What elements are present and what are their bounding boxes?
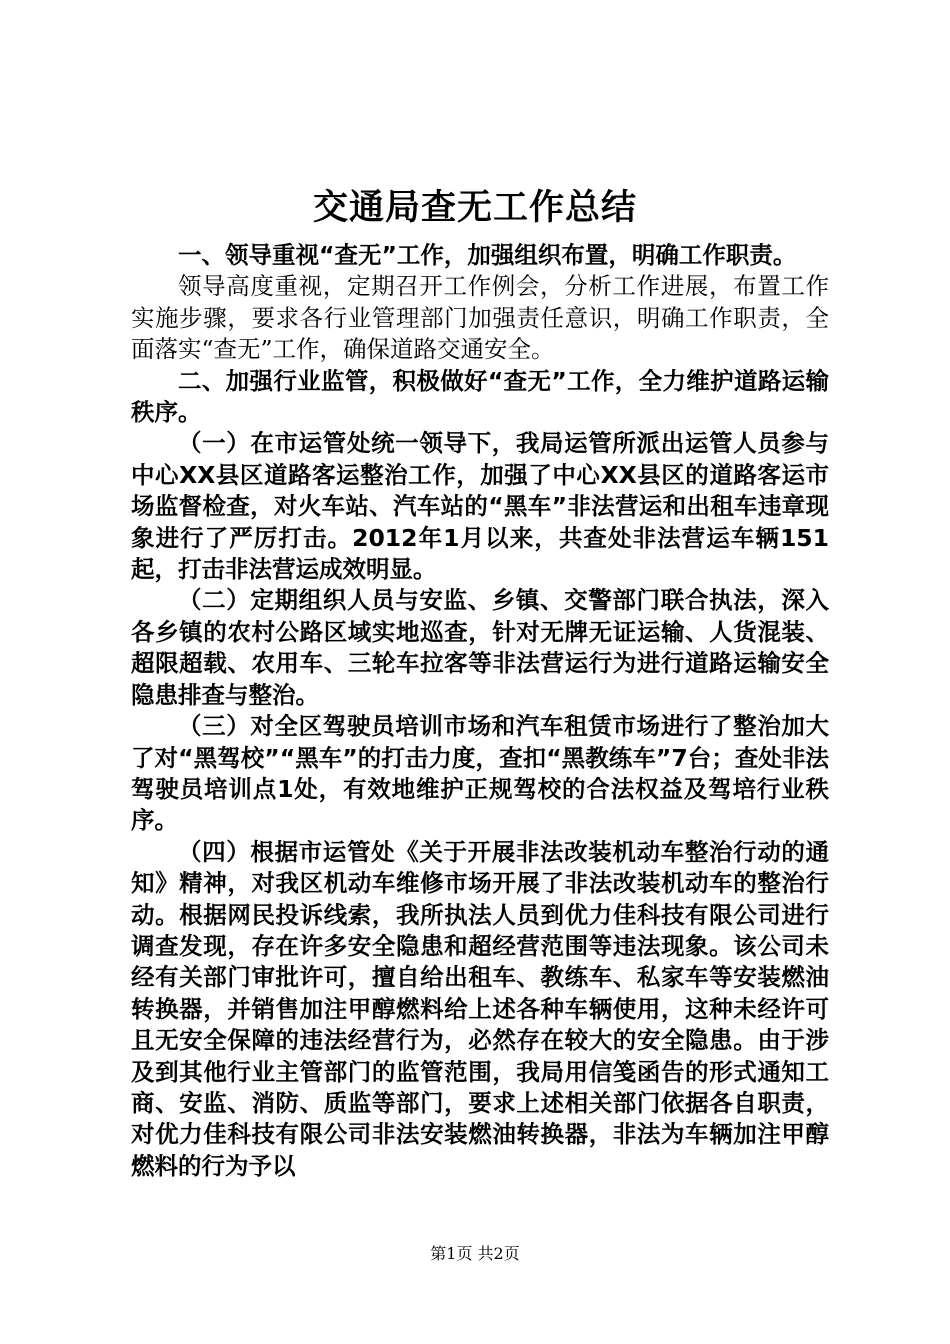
paragraph-item-2: （二）定期组织人员与安监、乡镇、交警部门联合执法，深入各乡镇的农村公路区域实地巡查，针对无牌无证运输、人货混装、超限超载、农用车、三轮车拉客等非法营运行为进行道路运输安全隐患排查与整治。 [131,586,829,709]
paragraph-item-3: （三）对全区驾驶员培训市场和汽车租赁市场进行了整治加大了对“黑驾校”“黑车”的打击力度，查扣“黑教练车”7台；查处非法驾驶员培训点1处，有效地维护正规驾校的合法权益及驾培行业秩序。 [131,712,829,835]
paragraph-1: 领导高度重视，定期召开工作例会，分析工作进展，布置工作实施步骤，要求各行业管理部门加强责任意识，明确工作职责，全面落实“查无”工作，确保道路交通安全。 [131,272,829,364]
document-title: 交通局查无工作总结 [312,187,637,228]
section-heading-1: 一、领导重视“查无”工作，加强组织布置，明确工作职责。 [178,241,797,269]
paragraph-item-4: （四）根据市运管处《关于开展非法改装机动车整治行动的通知》精神，对我区机动车维修市场开展了非法改装机动车的整治行动。根据网民投诉线索，我所执法人员到优力佳科技有限公司进行调查发现，存在许多安全隐患和超经营范围等违法现象。该公司未经有关部门审批许可，擅自给出租车、教练车、私家车等安装燃油转换器，并销售加注甲醇燃料给上述各种车辆使用，这种未经许可且无安全保障的违法经营行为，必然存在较大的安全隐患。由于涉及到其他行业主管部门的监管范围，我局用信笺函告的形式通知工商、安监、消防、质监等部门，要求上述相关部门依据各自职责，对优力佳科技有限公司非法安装燃油转换器，非法为车辆加注甲醇燃料的行为予以 [131,837,829,1180]
document-body [131,240,829,1182]
paragraph-item-1: （一）在市运管处统一领导下，我局运管所派出运管人员参与中心XX县区道路客运整治工作，加强了中心XX县区的道路客运市场监督检查，对火车站、汽车站的“黑车”非法营运和出租车违章现象进行了严厉打击。2012年1月以来，共查处非法营运车辆151起，打击非法营运成效明显。 [131,429,829,584]
page-number-footer: 第1页 共2页 [430,1244,520,1263]
section-heading-2: 二、加强行业监管，积极做好“查无”工作，全力维护道路运输秩序。 [131,366,829,427]
